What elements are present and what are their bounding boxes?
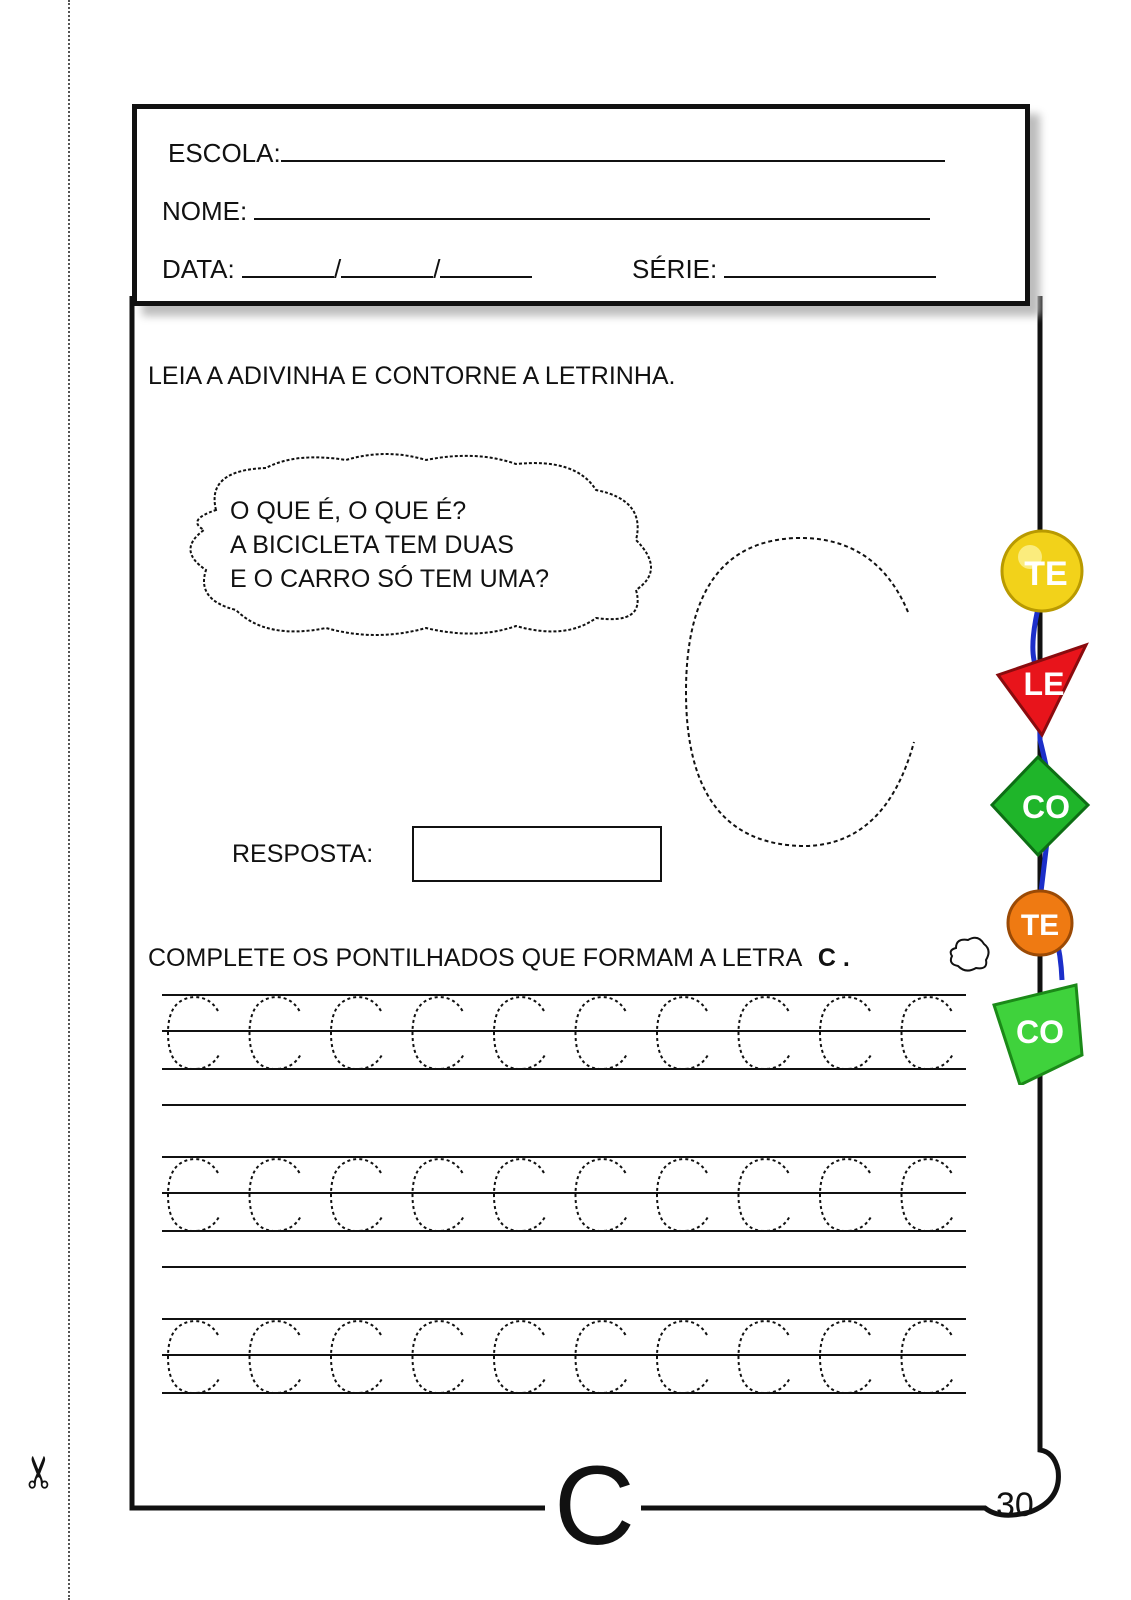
dotted-letter-c[interactable] bbox=[250, 997, 302, 1069]
tag-label: LE bbox=[1023, 666, 1065, 702]
dotted-letter-c[interactable] bbox=[576, 997, 628, 1069]
dotted-letter-c[interactable] bbox=[657, 1321, 709, 1393]
dotted-letter-c[interactable] bbox=[657, 997, 709, 1069]
date-year-line[interactable] bbox=[440, 252, 532, 278]
school-label: ESCOLA: bbox=[168, 138, 281, 168]
answer-label: RESPOSTA: bbox=[232, 840, 374, 868]
dotted-letter-c[interactable] bbox=[494, 1159, 546, 1231]
tag-label: CO bbox=[1022, 789, 1070, 825]
dotted-letter-c[interactable] bbox=[820, 997, 872, 1069]
dotted-letter-c[interactable] bbox=[413, 997, 465, 1069]
dotted-letter-c[interactable] bbox=[250, 1159, 302, 1231]
dotted-letter-c[interactable] bbox=[739, 1321, 791, 1393]
dotted-letter-c[interactable] bbox=[250, 1321, 302, 1393]
date-label: DATA: bbox=[162, 254, 235, 284]
tag-diamond-green bbox=[992, 757, 1088, 855]
tag-label: CO bbox=[1016, 1014, 1064, 1050]
activity2-instruction bbox=[148, 944, 850, 973]
dotted-letter-c[interactable] bbox=[902, 1321, 954, 1393]
dotted-letter-c[interactable] bbox=[168, 997, 220, 1069]
activity1-instruction: LEIA A ADIVINHA E CONTORNE A LETRINHA. bbox=[148, 362, 676, 390]
name-label: NOME: bbox=[162, 196, 248, 226]
dotted-letter-c[interactable] bbox=[739, 997, 791, 1069]
name-field bbox=[162, 194, 930, 227]
date-field bbox=[162, 252, 532, 285]
dotted-letter-c[interactable] bbox=[494, 1321, 546, 1393]
dotted-letter-c[interactable] bbox=[820, 1321, 872, 1393]
tag-label: TE bbox=[1024, 555, 1068, 593]
dotted-letter-c[interactable] bbox=[739, 1159, 791, 1231]
tag-triangle-red bbox=[998, 645, 1086, 735]
dotted-letter-c[interactable] bbox=[902, 1159, 954, 1231]
small-cloud-icon bbox=[946, 934, 992, 974]
activity2-period: . bbox=[842, 944, 850, 972]
riddle-line: E O CARRO SÓ TEM UMA? bbox=[230, 565, 550, 593]
grade-line[interactable] bbox=[724, 252, 936, 278]
tracing-area[interactable] bbox=[160, 985, 970, 1405]
dotted-letter-c[interactable] bbox=[413, 1159, 465, 1231]
dotted-letter-c[interactable] bbox=[576, 1321, 628, 1393]
dotted-letter-c[interactable] bbox=[168, 1321, 220, 1393]
footer-big-letter: C bbox=[548, 1450, 641, 1562]
dotted-letter-c[interactable] bbox=[331, 997, 383, 1069]
dotted-letter-c[interactable] bbox=[902, 997, 954, 1069]
tracing-row[interactable] bbox=[162, 1157, 966, 1267]
dotted-letter-c[interactable] bbox=[820, 1159, 872, 1231]
date-day-line[interactable] bbox=[242, 252, 334, 278]
dotted-letter-c[interactable] bbox=[576, 1159, 628, 1231]
answer-box[interactable] bbox=[412, 826, 662, 882]
scissors-icon: ✂ bbox=[15, 1453, 65, 1491]
tag-shield-green bbox=[994, 985, 1082, 1085]
tag-circle-yellow bbox=[1002, 531, 1082, 611]
grade-field bbox=[632, 252, 936, 285]
riddle-text bbox=[230, 494, 549, 596]
dotted-letter-c-large[interactable] bbox=[676, 532, 926, 852]
dotted-letter-c[interactable] bbox=[657, 1159, 709, 1231]
dotted-letter-c[interactable] bbox=[331, 1159, 383, 1231]
tag-label: TE bbox=[1020, 909, 1060, 942]
riddle-line: A BICICLETA TEM DUAS bbox=[230, 531, 514, 559]
activity2-letter: C bbox=[817, 944, 836, 972]
date-separator: / bbox=[333, 254, 342, 284]
decorative-tags bbox=[990, 525, 1100, 1085]
tracing-row[interactable] bbox=[162, 1319, 966, 1393]
school-line[interactable] bbox=[281, 136, 945, 162]
date-separator: / bbox=[433, 254, 441, 284]
dotted-letter-c[interactable] bbox=[168, 1159, 220, 1231]
school-field bbox=[168, 136, 945, 169]
dotted-letter-c[interactable] bbox=[331, 1321, 383, 1393]
dotted-letter-c[interactable] bbox=[413, 1321, 465, 1393]
page-number: 30 bbox=[996, 1486, 1034, 1524]
tag-circle-orange bbox=[1008, 891, 1072, 955]
activity2-instruction-text: COMPLETE OS PONTILHADOS QUE FORMAM A LETRA bbox=[148, 944, 801, 972]
riddle-line: O QUE É, O QUE É? bbox=[230, 497, 467, 525]
name-line[interactable] bbox=[254, 194, 930, 220]
dotted-letter-c[interactable] bbox=[494, 997, 546, 1069]
grade-label: SÉRIE: bbox=[632, 254, 718, 284]
date-month-line[interactable] bbox=[341, 252, 433, 278]
tracing-row[interactable] bbox=[162, 995, 966, 1105]
